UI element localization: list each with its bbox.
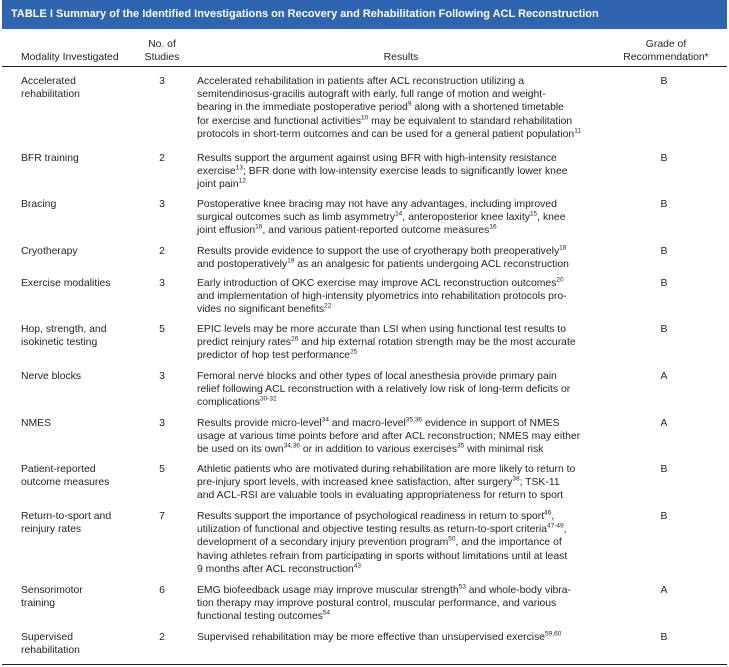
modality-line: Exercise modalities [21, 278, 111, 289]
results-text: , and the importance of [455, 537, 562, 549]
modality-line: training [21, 598, 56, 610]
results-text: Accelerated rehabilitation in patients after ACL reconstruction utilizing a [197, 76, 525, 87]
grade-cell: A [660, 371, 668, 382]
results-text: , and various patient-reported outcome measures [262, 225, 490, 237]
results-text: and whole-body vibra- [465, 585, 571, 596]
citation-superscript: 34,36 [283, 442, 300, 450]
results-text: and hip external rotation strength may be the most accurate [298, 337, 576, 349]
citation-superscript: 19 [287, 257, 295, 265]
results-line [197, 277, 605, 290]
citation-superscript: 18 [559, 244, 567, 252]
citation-superscript: 13 [235, 164, 243, 172]
results-line [197, 430, 605, 443]
results-text: and ACL-RSI are valuable tools in evaluating appropriateness for return to sport [197, 490, 564, 502]
modality-line: Supervised [21, 632, 73, 643]
header-modality: Modality Investigated [21, 52, 119, 63]
grade-cell: B [660, 511, 668, 522]
modality-line: reinjury rates [21, 524, 82, 536]
citation-superscript: 46 [544, 509, 552, 517]
results-line [197, 88, 605, 101]
results-text: , knee [537, 212, 566, 224]
citation-superscript: 34 [321, 416, 329, 424]
studies-count: 3 [159, 199, 165, 210]
results-text: for exercise and functional activities [197, 115, 362, 127]
results-line [197, 370, 605, 383]
citation-superscript: 35,36 [405, 416, 423, 424]
results-text: ; TSK-11 [519, 477, 560, 489]
results-text: Femoral nerve blocks and other types of local anesthesia provide primary pain [197, 371, 557, 382]
modality-cell [21, 245, 143, 258]
modality-line: NMES [21, 418, 52, 429]
header-grade [612, 38, 720, 64]
citation-superscript: 22 [324, 302, 332, 310]
results-text: predict reinjury rates [197, 337, 292, 349]
modality-line: isokinetic testing [21, 337, 98, 349]
citation-superscript: 59,60 [545, 630, 562, 638]
header-results: Results [383, 52, 419, 63]
grade-cell: A [660, 418, 668, 429]
grade-cell: B [660, 246, 668, 257]
results-text: exercise [197, 166, 236, 178]
results-text: and macro-level [328, 418, 406, 429]
results-line [197, 178, 605, 191]
results-line [197, 463, 605, 476]
grade-cell: B [660, 76, 668, 87]
results-line [197, 523, 605, 536]
modality-cell [21, 198, 143, 211]
results-line [197, 476, 605, 489]
results-text: protocols in short-term outcomes and can be used for a general patient population [197, 128, 575, 140]
citation-superscript: 14 [395, 210, 403, 218]
studies-count: 3 [159, 418, 165, 429]
summary-table [2, 0, 727, 666]
results-text: evidence in support of NMES [422, 418, 560, 429]
results-cell [197, 510, 605, 576]
results-text: utilization of functional and objective testing results as return-to-sport criteria [197, 524, 547, 536]
modality-line: BFR training [21, 153, 79, 164]
studies-count: 2 [159, 246, 165, 257]
results-line [197, 443, 605, 456]
results-line [197, 198, 605, 211]
modality-line: Sensorimotor [21, 585, 83, 596]
results-text: complications [197, 397, 260, 409]
results-text: relief following ACL reconstruction with a relatively low risk of long-term deficits or [197, 384, 571, 396]
grade-cell: A [660, 585, 668, 596]
studies-count: 6 [159, 585, 165, 596]
citation-superscript: 38 [512, 475, 520, 483]
results-text: development of a secondary injury prevention program [197, 537, 449, 549]
results-line [197, 563, 605, 576]
results-text: Results provide evidence to support the use of cryotherapy both preoperatively [197, 246, 560, 257]
results-line [197, 101, 605, 114]
results-line [197, 349, 605, 362]
results-line [197, 396, 605, 409]
results-text: Athletic patients who are motivated during rehabilitation are more likely to return to [197, 464, 576, 475]
results-text: EMG biofeedback usage may improve muscular strength [197, 585, 459, 596]
modality-line: outcome measures [21, 477, 110, 489]
results-text: predictor of hop test performance [197, 350, 351, 362]
results-text: functional testing outcomes [197, 611, 323, 623]
modality-line: Bracing [21, 199, 57, 210]
results-line [197, 152, 605, 165]
results-text: pre-injury sport levels, with increased knee satisfaction, after surgery [197, 477, 513, 489]
studies-count: 2 [159, 153, 165, 164]
studies-count: 2 [159, 632, 165, 643]
citation-superscript: 15 [529, 210, 538, 218]
results-line [197, 550, 605, 563]
results-text: Supervised rehabilitation may be more effective than unsupervised exercise [197, 632, 546, 643]
modality-cell [21, 152, 143, 165]
studies-count: 7 [159, 511, 165, 522]
results-cell [197, 245, 605, 271]
results-cell [197, 584, 605, 624]
results-cell [197, 463, 605, 503]
citation-superscript: 16 [255, 223, 263, 231]
citation-superscript: 9 [407, 100, 412, 108]
results-cell [197, 75, 605, 141]
modality-cell [21, 510, 143, 536]
grade-cell: B [660, 464, 668, 475]
citation-superscript: 16 [489, 223, 497, 231]
grade-cell: B [660, 153, 668, 164]
modality-cell [21, 75, 143, 101]
citation-superscript: 10 [361, 114, 369, 122]
header-grade-line2: Recommendation* [623, 52, 709, 63]
studies-count: 5 [159, 324, 165, 335]
modality-cell [21, 370, 143, 383]
results-line [197, 303, 605, 316]
modality-cell [21, 417, 143, 430]
citation-superscript: 54 [322, 609, 331, 617]
results-line [197, 536, 605, 549]
results-text: vides no significant benefits [197, 304, 325, 316]
citation-superscript: 12 [238, 177, 246, 185]
results-text: Results provide micro-level [197, 418, 322, 429]
results-line [197, 245, 605, 258]
results-text: usage at various time points before and after ACL reconstruction; NMES may either [197, 431, 581, 443]
results-line [197, 165, 605, 178]
results-text: , [563, 524, 567, 536]
results-line [197, 584, 605, 597]
results-line [197, 610, 605, 623]
modality-cell [21, 631, 143, 657]
results-line [197, 417, 605, 430]
citation-superscript: 35 [457, 442, 465, 450]
header-grade-line1: Grade of [645, 39, 687, 50]
results-text: 9 months after ACL reconstruction [197, 563, 354, 575]
citation-superscript: 50 [448, 535, 456, 543]
studies-count: 3 [159, 278, 165, 289]
citation-superscript: 53 [458, 583, 466, 591]
results-text: with minimal risk [464, 444, 544, 456]
results-text: tion therapy may improve postural control, muscular performance, and various [197, 598, 557, 610]
results-text: and postoperatively [197, 259, 288, 271]
results-text: Results support the importance of psychological readiness in return to sport [197, 511, 545, 522]
results-line [197, 510, 605, 523]
modality-cell [21, 277, 143, 290]
results-cell [197, 277, 605, 317]
modality-line: rehabilitation [21, 645, 80, 657]
citation-superscript: 20 [556, 276, 564, 284]
results-cell [197, 152, 605, 192]
results-line [197, 128, 605, 141]
citation-superscript: 43 [353, 562, 361, 570]
results-text: surgical outcomes such as limb asymmetry [197, 212, 396, 224]
results-text: ; BFR done with low-intensity exercise leads to significantly lower knee [242, 166, 568, 178]
results-text: along with a shortened timetable [411, 102, 564, 114]
studies-count: 3 [159, 371, 165, 382]
results-line [197, 258, 605, 271]
results-line [197, 290, 605, 303]
bottom-rule [2, 664, 727, 665]
results-text: as an analgesic for patients undergoing ACL reconstruction [294, 259, 569, 271]
modality-line: Return-to-sport and [21, 511, 112, 522]
results-cell [197, 323, 605, 363]
modality-cell [21, 323, 143, 349]
results-text: , anteroposterior knee laxity [402, 212, 530, 224]
header-rule [2, 66, 727, 67]
citation-superscript: 25 [350, 348, 358, 356]
results-text: or in addition to various exercises [299, 444, 458, 456]
modality-line: rehabilitation [21, 89, 80, 101]
results-line [197, 115, 605, 128]
header-studies-line1: No. of [148, 39, 176, 50]
results-text: Postoperative knee bracing may not have any advantages, including improved [197, 199, 557, 210]
modality-line: Cryotherapy [21, 246, 78, 257]
modality-line: Patient-reported [21, 464, 96, 475]
results-line [197, 631, 605, 644]
citation-superscript: 47-49 [547, 522, 564, 530]
results-line [197, 489, 605, 502]
modality-line: Hop, strength, and [21, 324, 107, 335]
results-cell [197, 370, 605, 410]
studies-count: 3 [159, 76, 165, 87]
table-title: TABLE I Summary of the Identified Investigations on Recovery and Rehabilitation Following ACL Reconstruction [2, 0, 727, 29]
modality-line: Accelerated [21, 76, 76, 87]
citation-superscript: 26 [291, 335, 299, 343]
results-text: may be equivalent to standard rehabilitation [368, 115, 573, 127]
results-text: EPIC levels may be more accurate than LSI when using functional test results to [197, 324, 567, 335]
results-text: semitendinosus-gracilis autograft with early, full range of motion and weight- [197, 89, 546, 101]
results-text: Results support the argument against using BFR with high-intensity resistance [197, 153, 557, 164]
modality-cell [21, 584, 143, 610]
citation-superscript: 30-32 [259, 395, 277, 403]
results-line [197, 336, 605, 349]
grade-cell: B [660, 278, 668, 289]
results-text: having athletes refrain from participating in sports without limitations until at least [197, 550, 568, 562]
results-text: , [551, 511, 555, 522]
modality-line: Nerve blocks [21, 371, 82, 382]
results-line [197, 597, 605, 610]
results-text: Early introduction of OKC exercise may improve ACL reconstruction outcomes [197, 278, 557, 289]
modality-cell [21, 463, 143, 489]
header-studies-line2: Studies [144, 52, 180, 63]
results-line [197, 224, 605, 237]
header-studies [133, 38, 191, 64]
results-line [197, 383, 605, 396]
results-text: bearing in the immediate postoperative period [197, 102, 408, 114]
results-line [197, 75, 605, 88]
results-text: joint effusion [197, 225, 256, 237]
citation-superscript: 11 [574, 127, 581, 135]
grade-cell: B [660, 199, 668, 210]
results-cell [197, 198, 605, 238]
results-cell [197, 631, 605, 644]
studies-count: 5 [159, 464, 165, 475]
results-line [197, 323, 605, 336]
results-text: be used on its own [197, 444, 284, 456]
results-line [197, 211, 605, 224]
results-text: joint pain [197, 179, 239, 191]
grade-cell: B [660, 632, 668, 643]
grade-cell: B [660, 324, 668, 335]
results-cell [197, 417, 605, 457]
results-text: and implementation of high-intensity plyometrics into rehabilitation protocols pro- [197, 291, 567, 303]
